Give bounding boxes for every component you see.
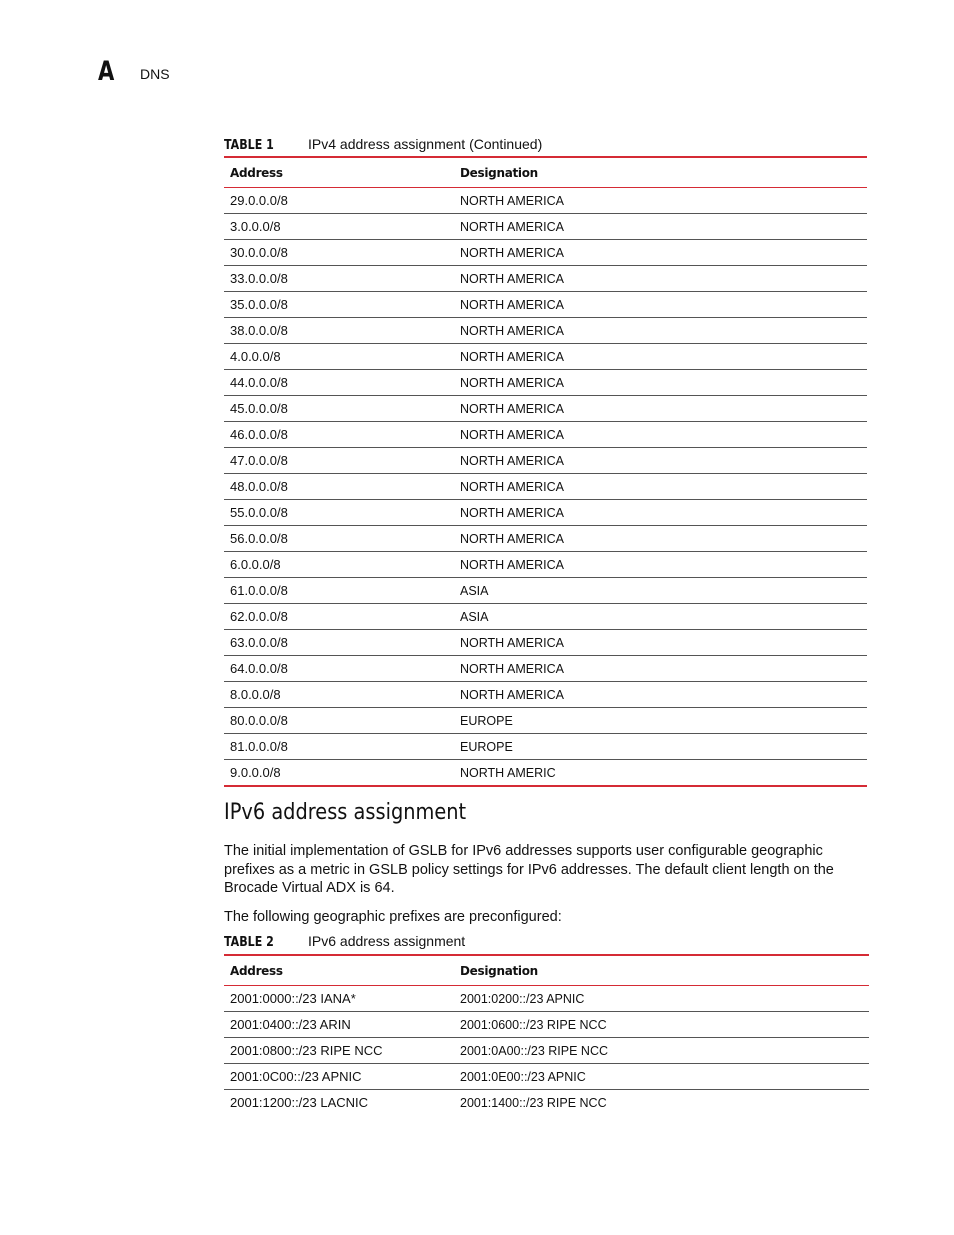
address-cell: 63.0.0.0/8 [224,630,454,656]
designation-cell: NORTH AMERICA [454,500,867,526]
table-row [224,474,867,500]
table1-title: IPv4 address assignment (Continued) [308,136,543,152]
designation-cell: NORTH AMERICA [454,526,867,552]
table-row [224,708,867,734]
table-row [224,1090,869,1116]
address-cell: 56.0.0.0/8 [224,526,454,552]
table-row [224,552,867,578]
designation-cell: 2001:1400::/23 RIPE NCC [460,1095,607,1110]
ipv6-address-table [224,954,869,1115]
table-row [224,604,867,630]
designation-cell: NORTH AMERICA [454,266,867,292]
table-row [224,292,867,318]
address-cell: 2001:0000::/23 IANA* [224,986,454,1012]
table1-number: TABLE 1 [224,138,274,153]
running-head: DNS [140,66,170,82]
address-cell: 45.0.0.0/8 [224,396,454,422]
table-row [224,318,867,344]
table-header-row [224,157,867,188]
table-row [224,214,867,240]
designation-cell: NORTH AMERICA [454,682,867,708]
table-row [224,396,867,422]
designation-cell: EUROPE [454,708,867,734]
designation-cell: NORTH AMERICA [454,318,867,344]
designation-cell: 2001:0A00::/23 RIPE NCC [454,1038,869,1064]
table2-number: TABLE 2 [224,935,274,950]
address-cell: 61.0.0.0/8 [224,578,454,604]
designation-cell: NORTH AMERICA [454,240,867,266]
table-row [224,266,867,292]
table-row [224,578,867,604]
table-row [224,1038,869,1064]
intro-paragraph: The initial implementation of GSLB for IPv6 addresses supports user configurable geographic prefixes as a metric in GSLB policy settings for IPv6 addresses. The default client length on the Brocade Virtual ADX is 64. [224,843,834,896]
address-cell: 81.0.0.0/8 [224,734,454,760]
table1-caption [224,136,542,153]
designation-cell: NORTH AMERICA [454,214,867,240]
column-header-address: Address [224,955,454,986]
designation-cell: NORTH AMERICA [454,396,867,422]
address-cell: 2001:0400::/23 ARIN [224,1012,454,1038]
designation-cell: NORTH AMERICA [454,552,867,578]
designation-cell: NORTH AMERICA [454,448,867,474]
table-row [224,344,867,370]
designation-cell: ASIA [454,578,867,604]
address-cell: 2001:0C00::/23 APNIC [224,1064,454,1090]
column-header-designation: Designation [454,157,867,188]
designation-cell: NORTH AMERICA [454,370,867,396]
designation-cell: NORTH AMERICA [454,422,867,448]
ipv6-table-body [224,986,869,1116]
address-cell: 80.0.0.0/8 [224,708,454,734]
section-heading: IPv6 address assignment [224,800,467,825]
table2-caption [224,933,465,950]
address-cell: 64.0.0.0/8 [224,656,454,682]
ipv4-address-table [224,156,867,787]
address-cell: 6.0.0.0/8 [224,552,454,578]
column-header-designation: Designation [454,955,869,986]
address-cell: 29.0.0.0/8 [224,188,454,214]
table-row [224,188,867,214]
table-row [224,526,867,552]
address-cell: 30.0.0.0/8 [224,240,454,266]
preconfigured-paragraph: The following geographic prefixes are preconfigured: [224,909,562,925]
table-row [224,1012,869,1038]
address-cell: 3.0.0.0/8 [224,214,454,240]
address-cell: 35.0.0.0/8 [224,292,454,318]
address-cell: 2001:0800::/23 RIPE NCC [224,1038,454,1064]
table-row [224,734,867,760]
chapter-letter: A [98,56,115,87]
address-cell: 48.0.0.0/8 [224,474,454,500]
table-row [224,682,867,708]
address-cell: 55.0.0.0/8 [224,500,454,526]
table-row [224,630,867,656]
table-row [224,422,867,448]
designation-cell: NORTH AMERICA [454,474,867,500]
table-row [224,1064,869,1090]
table-row [224,760,867,787]
designation-cell: NORTH AMERICA [454,292,867,318]
address-cell: 4.0.0.0/8 [224,344,454,370]
address-cell: 44.0.0.0/8 [224,370,454,396]
ipv4-table-body [224,188,867,787]
designation-cell: NORTH AMERICA [454,656,867,682]
table-row [224,656,867,682]
designation-cell: NORTH AMERICA [454,344,867,370]
column-header-address: Address [224,157,454,188]
designation-cell: 2001:0200::/23 APNIC [454,986,869,1012]
table-row [224,986,869,1012]
address-cell: 2001:1200::/23 LACNIC [230,1095,369,1110]
table-row [224,448,867,474]
designation-cell: NORTH AMERICA [454,188,867,214]
address-cell: 38.0.0.0/8 [224,318,454,344]
table-row [224,240,867,266]
address-cell: 46.0.0.0/8 [224,422,454,448]
table-row [224,500,867,526]
address-cell: 9.0.0.0/8 [224,760,454,787]
designation-cell: 2001:0600::/23 RIPE NCC [454,1012,869,1038]
designation-cell: NORTH AMERIC [454,760,867,787]
address-cell: 47.0.0.0/8 [224,448,454,474]
table2-title: IPv6 address assignment [308,933,466,949]
address-cell: 33.0.0.0/8 [224,266,454,292]
address-cell: 62.0.0.0/8 [224,604,454,630]
address-cell: 8.0.0.0/8 [224,682,454,708]
designation-cell: ASIA [454,604,867,630]
designation-cell: 2001:0E00::/23 APNIC [454,1064,869,1090]
table-row [224,370,867,396]
designation-cell: NORTH AMERICA [454,630,867,656]
designation-cell: EUROPE [454,734,867,760]
table-header-row [224,955,869,986]
